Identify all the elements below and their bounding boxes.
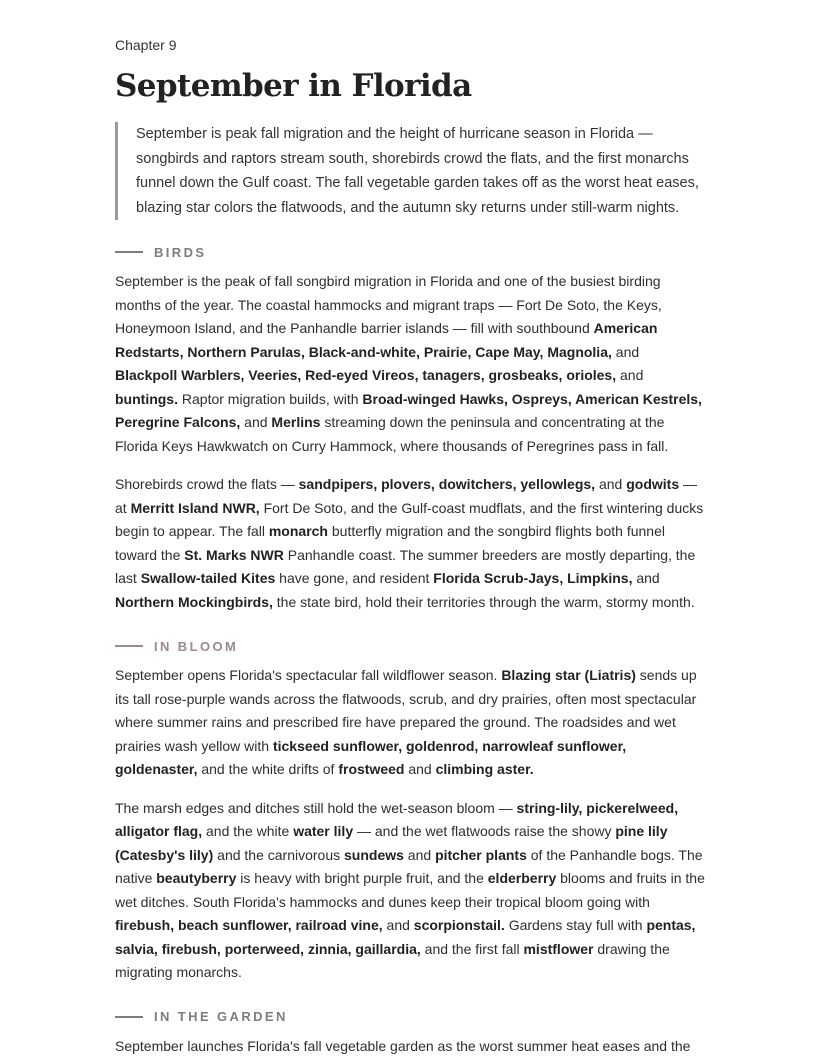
section-in-the-garden bbox=[115, 1009, 705, 1056]
section-in-bloom bbox=[115, 638, 705, 985]
section-heading bbox=[115, 638, 705, 654]
heading-rule bbox=[115, 1016, 143, 1018]
paragraph: September launches Florida's fall vegetable garden as the worst summer heat eases and the bbox=[115, 1037, 691, 1054]
section-heading-label: IN BLOOM bbox=[154, 638, 239, 654]
page-title: September in Florida bbox=[115, 68, 472, 104]
chapter-label: Chapter 9 bbox=[115, 37, 177, 53]
paragraph: Shorebirds crowd the flats — sandpipers, plovers, dowitchers, yellowlegs, and godwits — at Merritt Island NWR, Fort De Soto, and the Gulf-coast mudflats, and the first wintering ducks begin to appear. The fall monarch butterfly migration and the songbird flights both funnel toward the St. Marks NWR Panhandle coast. The summer breeders are mostly departing, the last Swallow-tailed Kites have gone, and resident Florida Scrub-Jays, Limpkins, and Northern Mockingbirds, the state bird, hold their territories through the warm, stormy month. bbox=[115, 476, 704, 610]
section-heading-label: BIRDS bbox=[154, 244, 207, 260]
chapter-content bbox=[115, 36, 705, 1056]
paragraph: September is the peak of fall songbird migration in Florida and one of the busiest birding months of the year. The coastal hammocks and migrant traps — Fort De Soto, the Keys, Honeymoon Island, and the Panhandle barrier islands — fill with southbound American Redstarts, Northern Parulas, Black-and-white, Prairie, Cape May, Magnolia, and Blackpoll Warblers, Veeries, Red-eyed Vireos, tanagers, grosbeaks, orioles, and buntings. Raptor migration builds, with Broad-winged Hawks, Ospreys, American Kestrels, Peregrine Falcons, and Merlins streaming down the peninsula and concentrating at the Florida Keys Hawkwatch on Curry Hammock, where thousands of Peregrines pass in fall. bbox=[115, 273, 702, 454]
section-heading bbox=[115, 1009, 705, 1025]
section-birds bbox=[115, 244, 705, 614]
intro-blockquote: September is peak fall migration and the height of hurricane season in Florida — songbirds and raptors stream south, shorebirds crowd the flats, and the first monarchs funnel down the Gulf coast. The fall vegetable garden takes off as the worst heat eases, blazing star colors the flatwoods, and the autumn sky returns under still-warm nights. bbox=[115, 122, 705, 220]
paragraph: September opens Florida's spectacular fall wildflower season. Blazing star (Liatris) sends up its tall rose-purple wands across the flatwoods, scrub, and dry prairies, often most spectacular where summer rains and prescribed fire have prepared the ground. The roadsides and wet prairies wash yellow with tickseed sunflower, goldenrod, narrowleaf sunflower, goldenaster, and the white drifts of frostweed and climbing aster. bbox=[115, 667, 697, 777]
section-heading-label: IN THE GARDEN bbox=[154, 1009, 288, 1024]
heading-rule bbox=[115, 251, 143, 253]
section-heading bbox=[115, 244, 705, 260]
heading-rule bbox=[115, 645, 143, 647]
paragraph: The marsh edges and ditches still hold the wet-season bloom — string-lily, pickerelweed, alligator flag, and the white water lily — and the wet flatwoods raise the showy pine lily (Catesby's lily) and the carnivorous sundews and pitcher plants of the Panhandle bogs. The native beautyberry is heavy with bright purple fruit, and the elderberry blooms and fruits in the wet ditches. South Florida's hammocks and dunes keep their tropical bloom going with firebush, beach sunflower, railroad vine, and scorpionstail. Gardens stay full with pentas, salvia, firebush, porterweed, zinnia, gaillardia, and the first fall mistflower drawing the migrating monarchs. bbox=[115, 799, 705, 980]
